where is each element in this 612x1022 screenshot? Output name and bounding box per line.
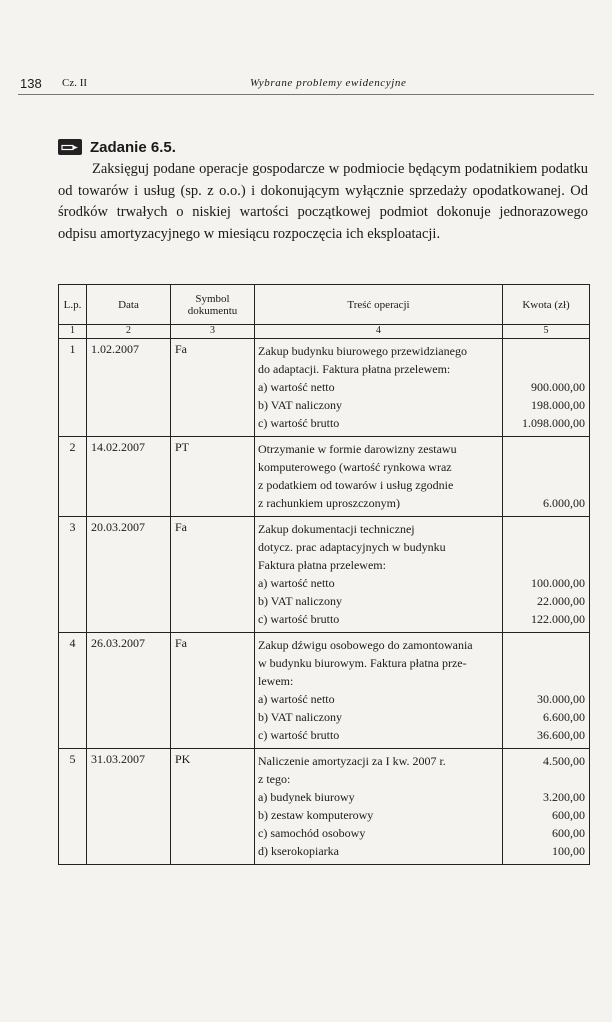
- table-row: [59, 633, 590, 749]
- amount-value: [503, 476, 585, 494]
- description-line: a) wartość netto: [258, 692, 335, 706]
- column-number-row: [59, 325, 590, 339]
- description-line: c) wartość brutto: [258, 612, 340, 626]
- row-date: 26.03.2007: [87, 633, 171, 749]
- col-number: 4: [255, 325, 503, 339]
- amount-value: [503, 458, 585, 476]
- col-number: 5: [503, 325, 590, 339]
- amount-value: 900.000,00: [531, 380, 585, 394]
- row-amount: [503, 437, 590, 517]
- header-symbol: Symbol dokumentu: [171, 285, 255, 325]
- row-amount: [503, 339, 590, 437]
- description-line: a) wartość netto: [258, 576, 335, 590]
- amount-value: [503, 342, 585, 360]
- pencil-icon: [58, 139, 82, 155]
- row-symbol: Fa: [171, 633, 255, 749]
- description-line: dotycz. prac adaptacyjnych w budynku: [258, 540, 446, 554]
- col-number: 2: [87, 325, 171, 339]
- row-lp: 1: [59, 339, 87, 437]
- row-symbol: PK: [171, 749, 255, 865]
- amount-value: 122.000,00: [531, 612, 585, 626]
- amount-value: [503, 672, 585, 690]
- operations-table: [58, 284, 590, 865]
- amount-value: 198.000,00: [531, 398, 585, 412]
- row-description: [255, 517, 503, 633]
- description-line: do adaptacji. Faktura płatna przelewem:: [258, 362, 451, 376]
- description-line: c) wartość brutto: [258, 728, 340, 742]
- description-line: w budynku biurowym. Faktura płatna prze-: [258, 656, 467, 670]
- table-header-row: [59, 285, 590, 325]
- description-line: z podatkiem od towarów i usług zgodnie: [258, 478, 454, 492]
- description-line: Naliczenie amortyzacji za I kw. 2007 r.: [258, 754, 446, 768]
- description-line: b) VAT naliczony: [258, 710, 342, 724]
- row-description: [255, 633, 503, 749]
- row-lp: 3: [59, 517, 87, 633]
- table-row: [59, 437, 590, 517]
- amount-value: 30.000,00: [537, 692, 585, 706]
- row-lp: 2: [59, 437, 87, 517]
- header-lp: L.p.: [59, 285, 87, 325]
- row-lp: 5: [59, 749, 87, 865]
- description-line: Zakup dźwigu osobowego do zamontowania: [258, 638, 473, 652]
- task-title: Zadanie 6.5.: [90, 138, 176, 156]
- row-symbol: Fa: [171, 517, 255, 633]
- description-line: lewem:: [258, 674, 294, 688]
- description-line: b) VAT naliczony: [258, 398, 342, 412]
- amount-value: 600,00: [552, 826, 585, 840]
- header-description: Treść operacji: [255, 285, 503, 325]
- amount-value: 4.500,00: [543, 754, 585, 768]
- amount-value: 3.200,00: [543, 790, 585, 804]
- description-line: b) VAT naliczony: [258, 594, 342, 608]
- description-line: a) budynek biurowy: [258, 790, 355, 804]
- amount-value: [503, 538, 585, 556]
- amount-value: [503, 440, 585, 458]
- row-lp: 4: [59, 633, 87, 749]
- header-amount: Kwota (zł): [503, 285, 590, 325]
- task-description: Zaksięguj podane operacje gospodarcze w podmiocie będącym podatnikiem podatku od towarów i usług (sp. z o.o.) i dokonującym wyłącznie sprzedaży opodatkowanej. Od środków trwałych o niskiej wartości początkowej podmiot dokonuje jednorazowego odpisu amortyzacyjnego w miesiącu rozpoczęcia ich eksploatacji.: [58, 161, 588, 242]
- table-row: [59, 517, 590, 633]
- amount-value: 100.000,00: [531, 576, 585, 590]
- amount-value: 22.000,00: [537, 594, 585, 608]
- description-line: z rachunkiem uproszczonym): [258, 496, 400, 510]
- amount-value: 6.000,00: [543, 496, 585, 510]
- amount-value: 100,00: [552, 844, 585, 858]
- amount-value: 600,00: [552, 808, 585, 822]
- amount-value: 6.600,00: [543, 710, 585, 724]
- row-amount: [503, 633, 590, 749]
- description-line: Zakup budynku biurowego przewidzianego: [258, 344, 467, 358]
- table-body: [59, 339, 590, 865]
- part-label: Cz. II: [62, 77, 88, 89]
- table-row: [59, 749, 590, 865]
- header-date: Data: [87, 285, 171, 325]
- page-number: 138: [20, 76, 42, 91]
- row-symbol: Fa: [171, 339, 255, 437]
- table-row: [59, 339, 590, 437]
- row-symbol: PT: [171, 437, 255, 517]
- description-line: b) zestaw komputerowy: [258, 808, 374, 822]
- row-date: 14.02.2007: [87, 437, 171, 517]
- running-title: Wybrane problemy ewidencyjne: [250, 77, 407, 89]
- col-number: 1: [59, 325, 87, 339]
- amount-value: 36.600,00: [537, 728, 585, 742]
- task-heading: [58, 138, 176, 156]
- row-date: 31.03.2007: [87, 749, 171, 865]
- col-number: 3: [171, 325, 255, 339]
- amount-value: [503, 360, 585, 378]
- amount-value: [503, 770, 585, 788]
- description-line: Faktura płatna przelewem:: [258, 558, 386, 572]
- row-description: [255, 437, 503, 517]
- description-line: d) kserokopiarka: [258, 844, 339, 858]
- description-line: Otrzymanie w formie darowizny zestawu: [258, 442, 457, 456]
- row-description: [255, 749, 503, 865]
- page-header: [18, 74, 594, 95]
- amount-value: [503, 520, 585, 538]
- amount-value: [503, 636, 585, 654]
- row-amount: [503, 517, 590, 633]
- description-line: Zakup dokumentacji technicznej: [258, 522, 415, 536]
- amount-value: [503, 654, 585, 672]
- amount-value: [503, 556, 585, 574]
- description-line: c) wartość brutto: [258, 416, 340, 430]
- amount-value: 1.098.000,00: [522, 416, 585, 430]
- row-description: [255, 339, 503, 437]
- row-date: 1.02.2007: [87, 339, 171, 437]
- description-line: z tego:: [258, 772, 291, 786]
- description-line: a) wartość netto: [258, 380, 335, 394]
- description-line: komputerowego (wartość rynkowa wraz: [258, 460, 452, 474]
- row-amount: [503, 749, 590, 865]
- description-line: c) samochód osobowy: [258, 826, 366, 840]
- row-date: 20.03.2007: [87, 517, 171, 633]
